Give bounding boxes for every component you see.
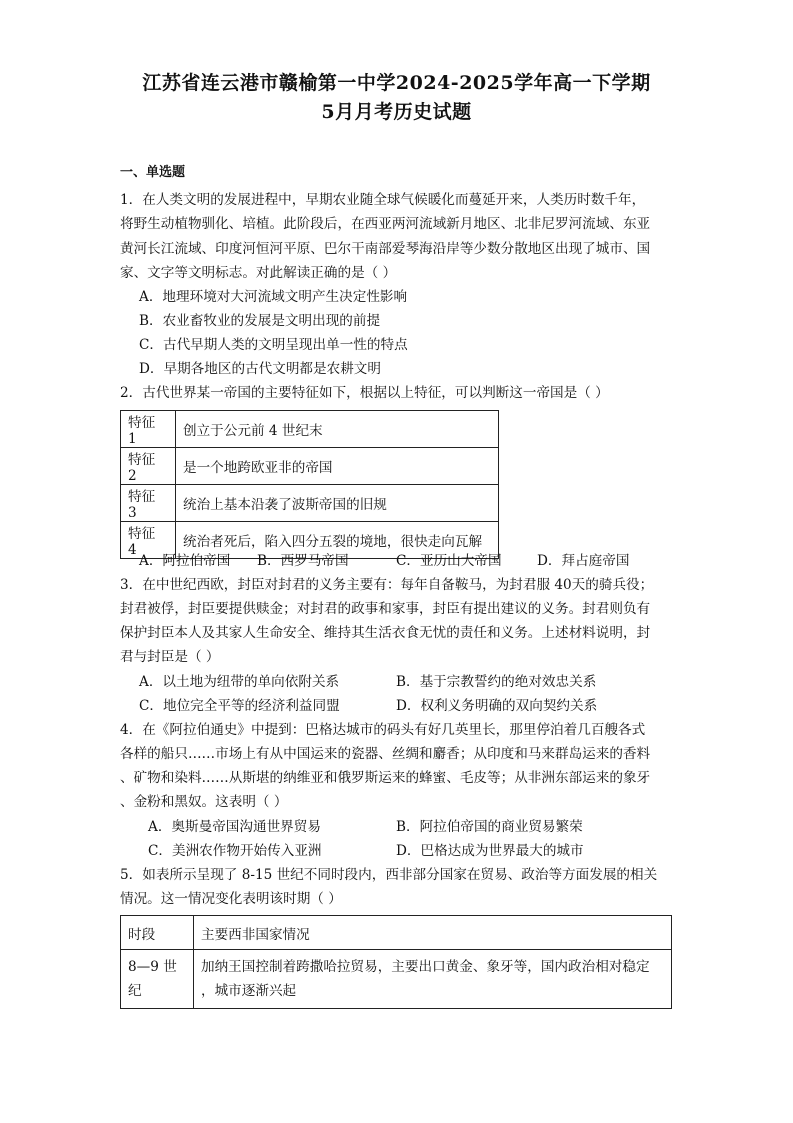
period-cell-line: 纪: [128, 983, 142, 999]
feature-value-cell: 创立于公元前 4 世纪末: [176, 411, 499, 448]
question-1-option-a[interactable]: A．地理环境对大河流域文明产生决定性影响: [139, 289, 408, 305]
question-2-stem: 2．古代世界某一帝国的主要特征如下，根据以上特征，可以判断这一帝国是（ ）: [120, 385, 609, 401]
question-3-stem-line: 君与封臣是（ ）: [120, 649, 220, 665]
period-cell: [121, 950, 194, 1009]
exam-title-line1: 江苏省连云港市赣榆第一中学2024-2025学年高一下学期: [142, 72, 651, 94]
header-cell-period: 时段: [121, 916, 194, 950]
question-1-option-d[interactable]: D．早期各地区的古代文明都是农耕文明: [139, 361, 381, 377]
question-2-option-b[interactable]: B．西罗马帝国: [257, 553, 349, 569]
question-4-stem-line: 、金粉和黑奴。这表明（ ）: [120, 794, 288, 810]
situation-cell-line: 加纳王国控制着跨撒哈拉贸易，主要出口黄金、象牙等，国内政治相对稳定: [201, 959, 650, 975]
table-row: [121, 411, 499, 448]
question-4-option-c[interactable]: C．美洲农作物开始传入亚洲: [148, 843, 322, 859]
feature-label-cell: 特征 4: [121, 522, 176, 559]
question-5-stem-line: 5．如表所示呈现了 8-15 世纪不同时段内，西非部分国家在贸易、政治等方面发展的相关: [120, 867, 658, 883]
question-2-option-a[interactable]: A．阿拉伯帝国: [139, 553, 231, 569]
header-cell-situation: 主要西非国家情况: [194, 916, 672, 950]
question-3-option-c[interactable]: C．地位完全平等的经济利益同盟: [139, 698, 340, 714]
situation-cell-line: ，城市逐渐兴起: [201, 983, 297, 999]
question-1-stem-line: 家、文字等文明标志。对此解读正确的是（ ）: [120, 265, 397, 281]
table-row: [121, 485, 499, 522]
question-2-option-d[interactable]: D．拜占庭帝国: [537, 553, 630, 569]
question-3-stem-line: 3．在中世纪西欧，封臣对封君的义务主要有：每年自备鞍马，为封君服 40天的骑兵役；: [120, 577, 654, 593]
feature-label-cell: 特征 3: [121, 485, 176, 522]
question-3-stem-line: 保护封臣本人及其家人生命安全、维持其生活衣食无忧的责任和义务。上述材料说明，封: [120, 625, 651, 641]
question-1-stem-line: 将野生动植物驯化、培植。此阶段后，在西亚两河流域新月地区、北非尼罗河流域、东亚: [120, 216, 651, 232]
feature-value-cell: 统治者死后，陷入四分五裂的境地，很快走向瓦解: [176, 522, 499, 559]
situation-cell: [194, 950, 672, 1009]
question-1-option-c[interactable]: C．古代早期人类的文明呈现出单一性的特点: [139, 337, 408, 353]
question-3-stem-line: 封君被俘，封臣要提供赎金；对封君的政事和家事，封臣有提出建议的义务。封君则负有: [120, 601, 651, 617]
feature-label-cell: 特征 1: [121, 411, 176, 448]
question-5-stem-line: 情况。这一情况变化表明该时期（ ）: [120, 891, 342, 907]
question-3-option-b[interactable]: B．基于宗教誓约的绝对效忠关系: [396, 674, 597, 690]
question-2-option-c[interactable]: C．亚历山大帝国: [396, 553, 502, 569]
question-4-option-d[interactable]: D．巴格达成为世界最大的城市: [396, 843, 584, 859]
table-row: [121, 448, 499, 485]
period-cell-line: 8—9 世: [128, 959, 177, 975]
question-5-table: [120, 915, 672, 1009]
question-3-option-a[interactable]: A．以土地为纽带的单向依附关系: [139, 674, 340, 690]
table-header-row: [121, 916, 672, 950]
feature-value-cell: 统治上基本沿袭了波斯帝国的旧规: [176, 485, 499, 522]
question-1-option-b[interactable]: B．农业畜牧业的发展是文明出现的前提: [139, 313, 381, 329]
question-4-option-a[interactable]: A．奥斯曼帝国沟通世界贸易: [148, 819, 321, 835]
question-2-feature-table: [120, 410, 499, 559]
section-heading: 一、单选题: [120, 165, 186, 180]
feature-label-cell: 特征 2: [121, 448, 176, 485]
question-3-option-d[interactable]: D．权利义务明确的双向契约关系: [396, 698, 598, 714]
question-4-stem-line: 各样的船只……市场上有从中国运来的瓷器、丝绸和麝香；从印度和马来群岛运来的香料: [120, 746, 651, 762]
question-4-stem-line: 4．在《阿拉伯通史》中提到：巴格达城市的码头有好几英里长，那里停泊着几百艘各式: [120, 722, 646, 738]
table-row: [121, 950, 672, 1009]
question-1-stem-line: 黄河长江流域、印度河恒河平原、巴尔干南部爱琴海沿岸等少数分散地区出现了城市、国: [120, 241, 651, 257]
question-1-stem-line: 1．在人类文明的发展进程中，早期农业随全球气候暖化而蔓延开来，人类历时数千年，: [120, 192, 646, 208]
question-4-stem-line: 、矿物和染料……从斯堪的纳维亚和俄罗斯运来的蜂蜜、毛皮等；从非洲东部运来的象牙: [120, 770, 651, 786]
feature-value-cell: 是一个地跨欧亚非的帝国: [176, 448, 499, 485]
question-4-option-b[interactable]: B．阿拉伯帝国的商业贸易繁荣: [396, 819, 583, 835]
exam-title-line2: 5月月考历史试题: [321, 101, 472, 123]
